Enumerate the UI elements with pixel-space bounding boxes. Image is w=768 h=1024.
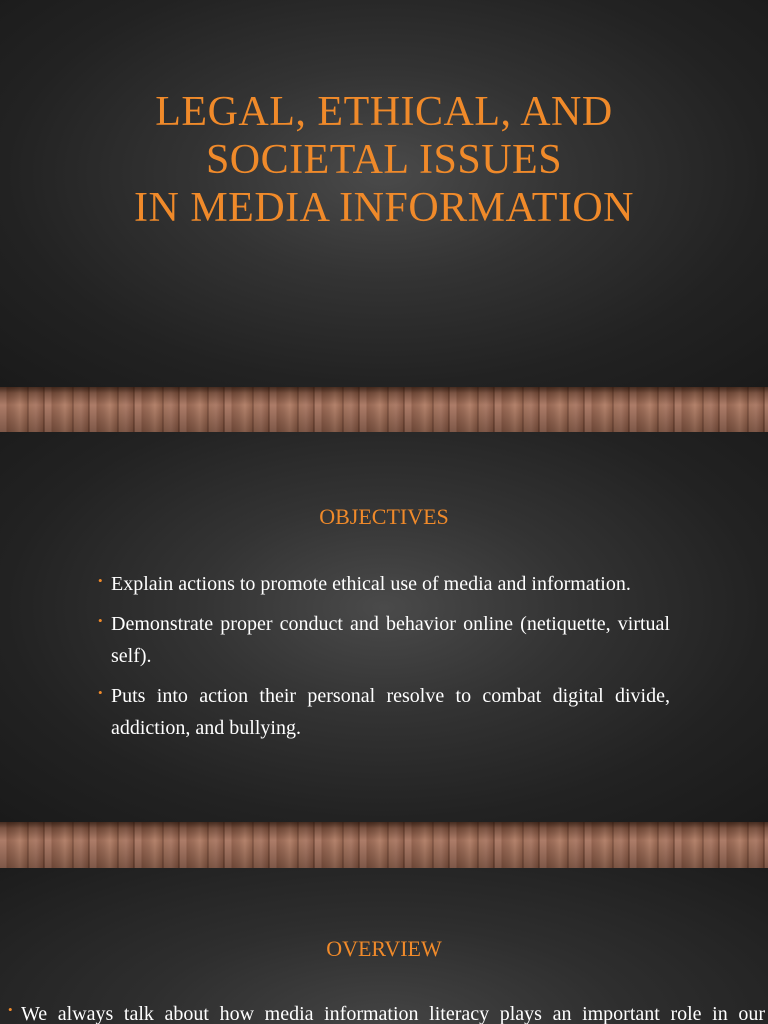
list-item (98, 608, 670, 672)
list-item-text: Demonstrate proper conduct and behavior online (netiquette, virtual self). (111, 613, 670, 667)
title-line-1: LEGAL, ETHICAL, AND (155, 89, 613, 135)
slide-title-text (0, 88, 768, 232)
objectives-list (98, 568, 670, 752)
title-line-2: SOCIETAL ISSUES (205, 137, 563, 183)
title-line-3: IN MEDIA INFORMATION (134, 185, 634, 231)
list-item-text: Puts into action their personal resolve to combat digital divide, addiction, and bullying. (111, 685, 670, 739)
overview-heading: OVERVIEW (326, 936, 442, 961)
list-item (98, 568, 670, 600)
objectives-heading: OBJECTIVES (319, 504, 449, 529)
wood-floor (0, 822, 768, 868)
list-item (98, 680, 670, 744)
wood-floor (0, 387, 768, 432)
bullet-dot-icon: • (98, 685, 103, 700)
slide-objectives (0, 432, 768, 868)
overview-paragraph (8, 1000, 765, 1024)
list-item-text: Explain actions to promote ethical use of media and information. (111, 573, 631, 595)
slide-overview (0, 868, 768, 1024)
bullet-dot-icon: • (98, 573, 103, 588)
bullet-dot-icon: • (8, 1002, 13, 1017)
overview-text: We always talk about how media information literacy plays an important role in our (21, 1003, 765, 1024)
slide-title (0, 0, 768, 432)
bullet-dot-icon: • (98, 613, 103, 628)
